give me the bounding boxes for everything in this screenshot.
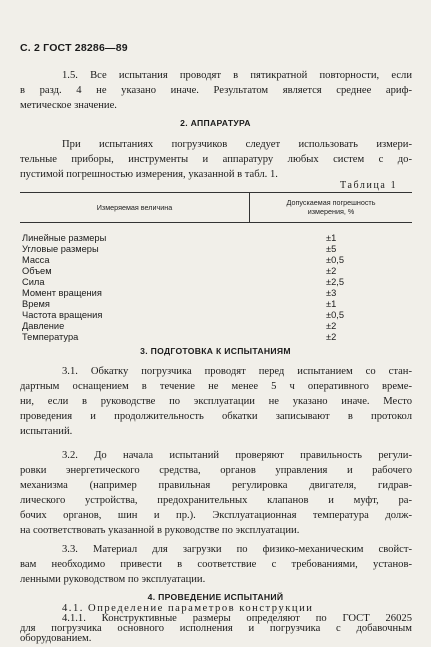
table-row-value: ±2 xyxy=(326,321,337,331)
para-3-3-line-2: вам необходимо привести в соответствие с требованиями, установ- xyxy=(20,559,412,570)
table-row-value: ±2 xyxy=(326,332,337,342)
table-row-value: ±1 xyxy=(326,233,337,243)
table-row-value: ±5 xyxy=(326,244,337,254)
para-4-1-1-line-2: для погрузчика основного исполнения и погрузчика с добавочным xyxy=(20,623,412,634)
subsection-4-1-title: 4.1. Определение параметров конструкции xyxy=(62,603,314,614)
para-3-2-line-3: механизма (например правильная регулировка двигателя, гидрав- xyxy=(20,480,412,491)
para-3-1-line-5: испытаний. xyxy=(20,426,73,437)
table-row-value: ±3 xyxy=(326,288,337,298)
para-3-3-line-1: 3.3. Материал для загрузки по физико-механическим свойст- xyxy=(62,544,412,555)
intro-line-2: в разд. 4 не указано иначе. Результатом является среднее ариф- xyxy=(20,85,412,96)
para-4-1-1-line-3: оборудованием. xyxy=(20,633,92,644)
section-2-line-1: При испытаниях погрузчиков следует использовать измери- xyxy=(62,139,412,150)
section-3-title: 3. ПОДГОТОВКА К ИСПЫТАНИЯМ xyxy=(140,346,291,356)
para-3-2-line-2: ровки энергетического средства, органов управления и рабочего xyxy=(20,465,412,476)
para-3-1-line-2: дартным оснащением в течение не менее 5 ч оперативного време- xyxy=(20,381,412,392)
table-row-value: ±0,5 xyxy=(326,310,345,320)
table-title: Таблица 1 xyxy=(340,180,398,191)
para-3-1-line-3: ни, если в руководстве по эксплуатации не указано иначе. Место xyxy=(20,396,412,407)
table-row-value: ±2,5 xyxy=(326,277,345,287)
table-header-rule xyxy=(20,222,412,223)
section-2-title: 2. АППАРАТУРА xyxy=(180,118,251,128)
section-2-line-2: тельные приборы, инструменты и аппаратуру любых систем с до- xyxy=(20,154,412,165)
table-row-name: Объем xyxy=(22,266,52,276)
table-row-name: Температура xyxy=(22,332,79,342)
table-row-name: Время xyxy=(22,299,50,309)
para-3-1-line-1: 3.1. Обкатку погрузчика проводят перед испытанием со стан- xyxy=(62,366,412,377)
table-top-rule xyxy=(20,192,412,193)
table-row-name: Сила xyxy=(22,277,45,287)
intro-line-3: метическое значение. xyxy=(20,100,117,111)
para-3-2-line-5: бочих органов, шин и пр.). Эксплуатационная температура долж- xyxy=(20,510,412,521)
table-row-value: ±1 xyxy=(326,299,337,309)
table-row-name: Масса xyxy=(22,255,50,265)
para-3-2-line-1: 3.2. До начала испытаний проверяют правильность регули- xyxy=(62,450,412,461)
table-row-name: Давление xyxy=(22,321,65,331)
para-4-1-1-line-1: 4.1.1. Конструктивные размеры определяют по ГОСТ 26025 xyxy=(62,613,412,624)
table-row-value: ±0,5 xyxy=(326,255,345,265)
table-row-name: Частота вращения xyxy=(22,310,103,320)
para-3-3-line-3: ленными руководством по эксплуатации. xyxy=(20,574,206,585)
para-3-2-line-6: на соответствовать указанной в руководстве по эксплуатации. xyxy=(20,525,300,536)
section-4-title: 4. ПРОВЕДЕНИЕ ИСПЫТАНИЙ xyxy=(147,592,284,602)
para-3-1-line-4: проведения и продолжительность обкатки записывают в протокол xyxy=(20,411,412,422)
intro-line-1: 1.5. Все испытания проводят в пятикратной повторности, если xyxy=(62,70,412,81)
table-row-value: ±2 xyxy=(326,266,337,276)
page-header: С. 2 ГОСТ 28286—89 xyxy=(20,42,128,54)
table-header-tolerance-2: измерения, % xyxy=(307,207,355,216)
table-row-name: Момент вращения xyxy=(22,288,102,298)
table-row-name: Линейные размеры xyxy=(22,233,107,243)
table-row-name: Угловые размеры xyxy=(22,244,99,254)
table-header-measured-value: Измеряемая величина xyxy=(96,203,173,212)
table-header-tolerance-1: Допускаемая погрешность xyxy=(286,198,376,207)
section-2-line-3: пустимой погрешностью измерения, указанной в табл. 1. xyxy=(20,169,278,180)
para-3-2-line-4: лического устройства, предохранительных клапанов и муфт, ра- xyxy=(20,495,412,506)
